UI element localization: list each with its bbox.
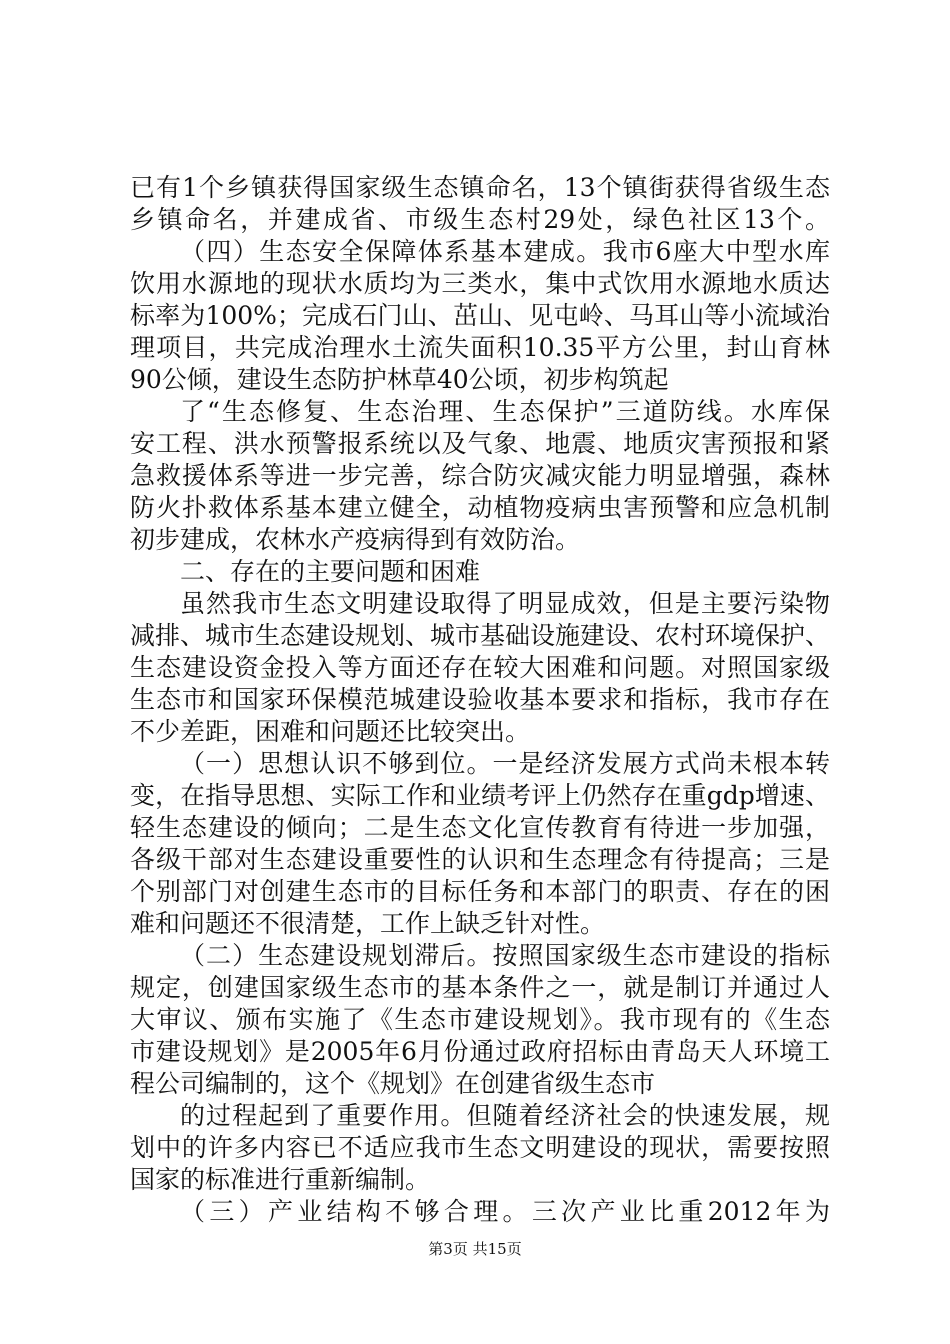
text-line: 防火扑救体系基本建立健全，动植物疫病虫害预警和应急机制 [130, 493, 830, 522]
text-line: 减排、城市生态建设规划、城市基础设施建设、农村环境保护、 [130, 621, 830, 650]
text-line: 生态建设资金投入等方面还存在较大困难和问题。对照国家级 [130, 653, 830, 682]
text-line: 国家的标准进行重新编制。 [130, 1165, 431, 1194]
text-line: 了“生态修复、生态治理、生态保护”三道防线。水库保 [180, 397, 830, 426]
text-line: 乡镇命名，并建成省、市级生态村29处，绿色社区13个。 [130, 205, 830, 234]
text-line: （一）思想认识不够到位。一是经济发展方式尚未根本转 [180, 749, 830, 778]
text-line: （三）产业结构不够合理。三次产业比重2012年为 [180, 1197, 830, 1226]
section-heading: 二、存在的主要问题和困难 [180, 557, 481, 586]
text-line: 变，在指导思想、实际工作和业绩考评上仍然存在重gdp增速、 [130, 781, 830, 810]
page-footer: 第3页 共15页 [428, 1240, 522, 1258]
text-line: （二）生态建设规划滞后。按照国家级生态市建设的指标 [180, 941, 830, 970]
text-line: 难和问题还不很清楚，工作上缺乏针对性。 [130, 909, 606, 938]
text-line: 划中的许多内容已不适应我市生态文明建设的现状，需要按照 [130, 1133, 830, 1162]
text-line: 已有1个乡镇获得国家级生态镇命名，13个镇街获得省级生态 [130, 173, 830, 202]
text-line: 初步建成，农林水产疫病得到有效防治。 [130, 525, 581, 554]
text-line: 标率为100%；完成石门山、茁山、见屯岭、马耳山等小流域治 [130, 301, 830, 330]
text-line: 市建设规划》是2005年6月份通过政府招标由青岛天人环境工 [130, 1037, 830, 1066]
text-line: 急救援体系等进一步完善，综合防灾减灾能力明显增强，森林 [130, 461, 830, 490]
text-line: 安工程、洪水预警报系统以及气象、地震、地质灾害预报和紧 [130, 429, 830, 458]
text-line: 各级干部对生态建设重要性的认识和生态理念有待提高；三是 [130, 845, 830, 874]
text-line: 理项目，共完成治理水土流失面积10.35平方公里，封山育林 [130, 333, 830, 362]
text-line: 大审议、颁布实施了《生态市建设规划》。我市现有的《生态 [130, 1005, 830, 1034]
text-line: 90公倾，建设生态防护林草40公顷，初步构筑起 [130, 365, 669, 394]
text-line: 不少差距，困难和问题还比较突出。 [130, 717, 531, 746]
text-line: 虽然我市生态文明建设取得了明显成效，但是主要污染物 [180, 589, 830, 618]
text-line: 程公司编制的，这个《规划》在创建省级生态市 [130, 1069, 656, 1098]
text-line: 轻生态建设的倾向；二是生态文化宣传教育有待进一步加强， [130, 813, 830, 842]
text-line: 的过程起到了重要作用。但随着经济社会的快速发展，规 [180, 1101, 830, 1130]
text-line: 规定，创建国家级生态市的基本条件之一，就是制订并通过人 [130, 973, 830, 1002]
text-line: 饮用水源地的现状水质均为三类水，集中式饮用水源地水质达 [130, 269, 830, 298]
text-line: 个别部门对创建生态市的目标任务和本部门的职责、存在的困 [130, 877, 830, 906]
text-line: （四）生态安全保障体系基本建成。我市6座大中型水库 [180, 237, 830, 266]
text-line: 生态市和国家环保模范城建设验收基本要求和指标，我市存在 [130, 685, 830, 714]
